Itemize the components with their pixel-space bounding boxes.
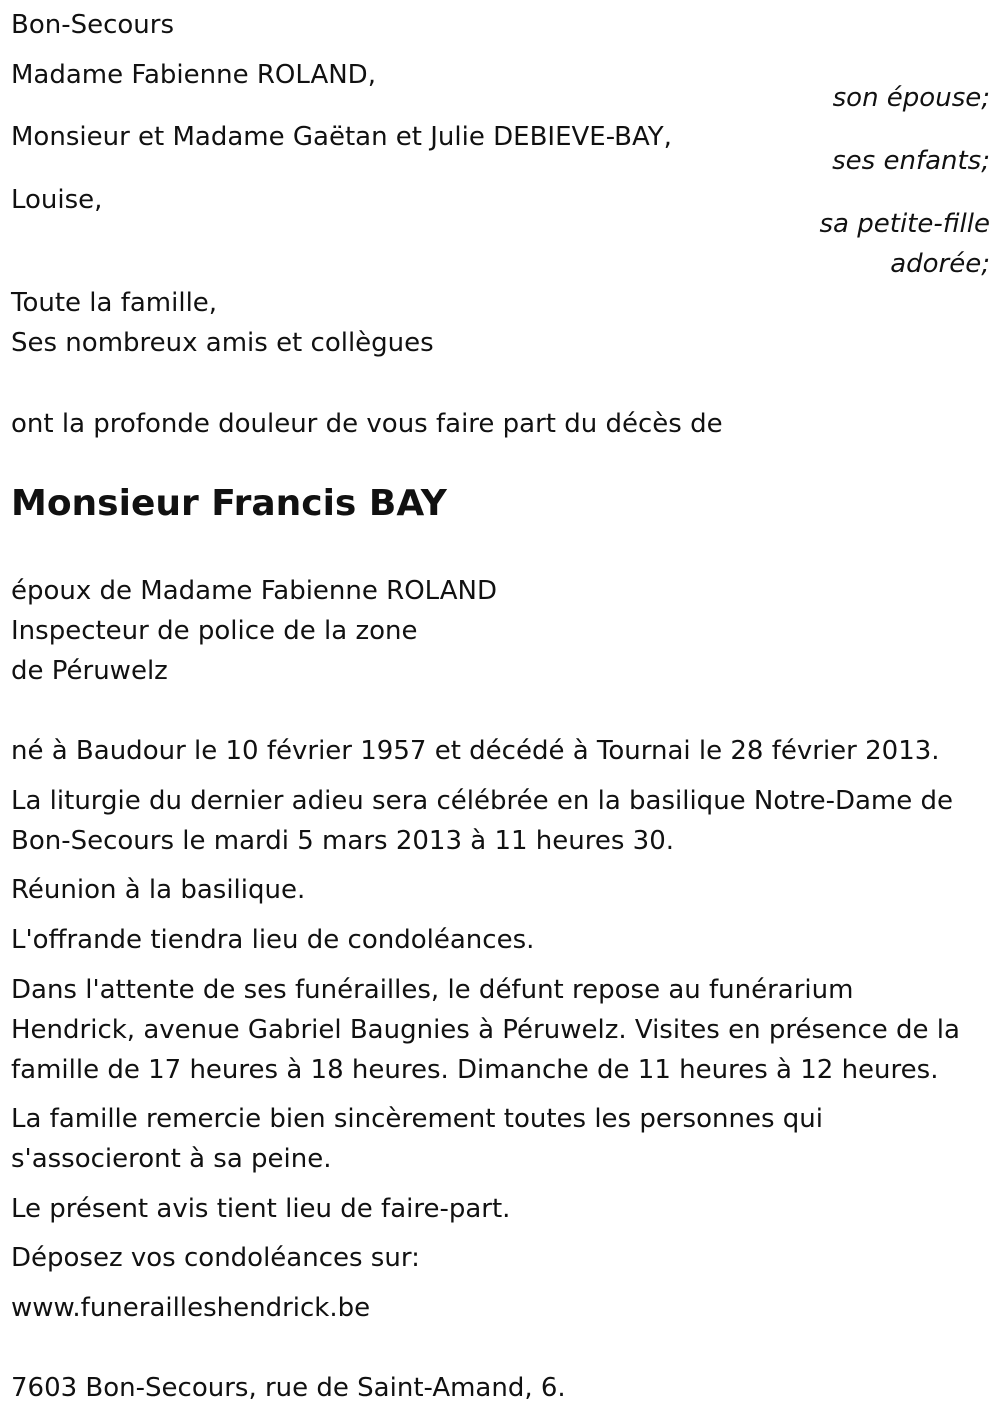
address: 7603 Bon-Secours, rue de Saint-Amand, 6. [11,1373,566,1403]
website-link[interactable]: www.funerailleshendrick.be [11,1293,371,1323]
notice: Le présent avis tient lieu de faire-part. [11,1194,511,1224]
deceased-profession: Inspecteur de police de la zone [11,616,418,646]
thanks-line-1: La famille remercie bien sincèrement toutes les personnes qui [11,1104,823,1134]
relation-children: ses enfants; [832,146,990,176]
relation-spouse: son épouse; [832,83,990,113]
liturgy-line-2: Bon-Secours le mardi 5 mars 2013 à 11 heures 30. [11,826,675,856]
deceased-name: Monsieur Francis BAY [11,483,447,524]
birth-death: né à Baudour le 10 février 1957 et décédé à Tournai le 28 février 2013. [11,736,940,766]
family-member-granddaughter: Louise, [11,185,103,215]
relation-granddaughter-line2: adorée; [890,249,990,279]
funerarium-line-1: Dans l'attente de ses funérailles, le défunt repose au funérarium [11,975,854,1005]
relation-granddaughter-line1: sa petite-fille [819,209,990,239]
condolences-label: Déposez vos condoléances sur: [11,1243,420,1273]
offering: L'offrande tiendra lieu de condoléances. [11,925,535,955]
whole-family: Toute la famille, [11,288,218,318]
deceased-spouse: époux de Madame Fabienne ROLAND [11,576,498,606]
deceased-profession-cont: de Péruwelz [11,656,168,686]
place-header: Bon-Secours [11,10,175,40]
family-member-spouse: Madame Fabienne ROLAND, [11,60,376,90]
liturgy-line-1: La liturgie du dernier adieu sera célébrée en la basilique Notre-Dame de [11,786,954,816]
reunion: Réunion à la basilique. [11,875,306,905]
funerarium-line-3: famille de 17 heures à 18 heures. Dimanche de 11 heures à 12 heures. [11,1055,939,1085]
friends-colleagues: Ses nombreux amis et collègues [11,328,434,358]
thanks-line-2: s'associeront à sa peine. [11,1144,332,1174]
announcement: ont la profonde douleur de vous faire part du décès de [11,409,723,439]
family-member-children: Monsieur et Madame Gaëtan et Julie DEBIEVE-BAY, [11,122,672,152]
funerarium-line-2: Hendrick, avenue Gabriel Baugnies à Péruwelz. Visites en présence de la [11,1015,960,1045]
